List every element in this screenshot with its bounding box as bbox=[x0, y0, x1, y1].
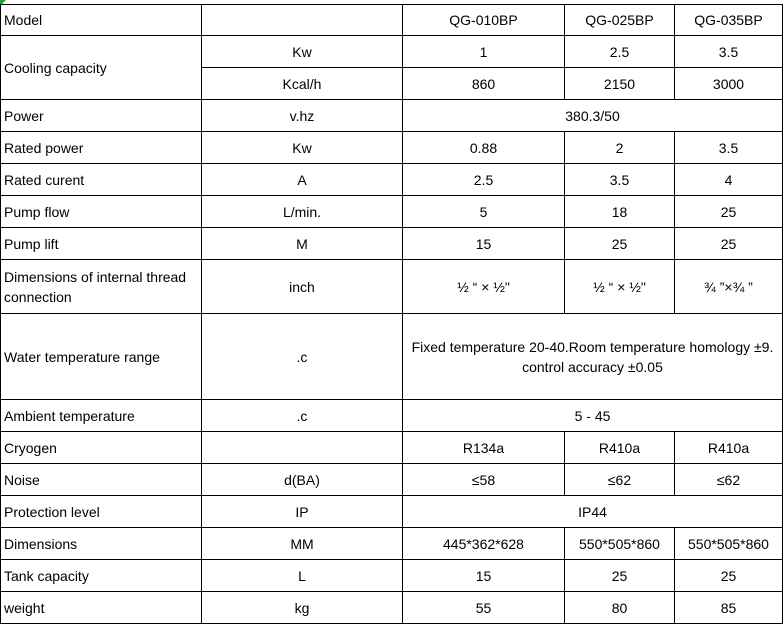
value-cell: 5 - 45 bbox=[403, 400, 783, 432]
model-name: QG-010BP bbox=[403, 5, 565, 36]
value-cell: 25 bbox=[565, 560, 675, 592]
table-row bbox=[1, 528, 783, 560]
table-row bbox=[1, 592, 783, 624]
row-label: Power bbox=[1, 100, 202, 132]
table-row bbox=[1, 560, 783, 592]
table-row bbox=[1, 36, 783, 68]
table-row bbox=[1, 496, 783, 528]
unit-cell: MM bbox=[202, 528, 403, 560]
value-cell: 25 bbox=[675, 228, 783, 260]
value-cell: 25 bbox=[675, 196, 783, 228]
value-cell: 18 bbox=[565, 196, 675, 228]
value-cell: ≤62 bbox=[565, 464, 675, 496]
value-cell: 550*505*860 bbox=[565, 528, 675, 560]
value-cell: 550*505*860 bbox=[675, 528, 783, 560]
row-label: Noise bbox=[1, 464, 202, 496]
unit-cell: v.hz bbox=[202, 100, 403, 132]
model-name: QG-025BP bbox=[565, 5, 675, 36]
value-cell: 2.5 bbox=[565, 36, 675, 68]
table-row bbox=[1, 260, 783, 314]
model-name: QG-035BP bbox=[675, 5, 783, 36]
value-cell: 3.5 bbox=[565, 164, 675, 196]
table-row bbox=[1, 228, 783, 260]
value-cell: 25 bbox=[675, 560, 783, 592]
model-label: Model bbox=[1, 5, 202, 36]
value-cell: ¾ ”×¾ ” bbox=[675, 260, 783, 314]
value-cell: 2 bbox=[565, 132, 675, 164]
value-cell: 15 bbox=[403, 560, 565, 592]
value-cell: R134a bbox=[403, 432, 565, 464]
unit-cell: d(BA) bbox=[202, 464, 403, 496]
row-label: Cryogen bbox=[1, 432, 202, 464]
row-label: Pump lift bbox=[1, 228, 202, 260]
unit-cell: kg bbox=[202, 592, 403, 624]
value-cell: R410a bbox=[675, 432, 783, 464]
value-cell: 4 bbox=[675, 164, 783, 196]
unit-cell: Kcal/h bbox=[202, 68, 403, 100]
header-unit-cell bbox=[202, 5, 403, 36]
row-label: Cooling capacity bbox=[1, 36, 202, 100]
unit-cell: Kw bbox=[202, 132, 403, 164]
value-cell: R410a bbox=[565, 432, 675, 464]
unit-cell: .c bbox=[202, 400, 403, 432]
value-cell: 5 bbox=[403, 196, 565, 228]
row-label: Ambient temperature bbox=[1, 400, 202, 432]
table-row bbox=[1, 5, 783, 36]
value-cell: 55 bbox=[403, 592, 565, 624]
value-cell: IP44 bbox=[403, 496, 783, 528]
table-row bbox=[1, 100, 783, 132]
value-cell: 3.5 bbox=[675, 132, 783, 164]
unit-cell: Kw bbox=[202, 36, 403, 68]
unit-cell: M bbox=[202, 228, 403, 260]
value-cell: ≤62 bbox=[675, 464, 783, 496]
row-label: Dimensions bbox=[1, 528, 202, 560]
value-cell: 3000 bbox=[675, 68, 783, 100]
table-row bbox=[1, 400, 783, 432]
value-cell: 3.5 bbox=[675, 36, 783, 68]
table-row bbox=[1, 164, 783, 196]
value-cell: 85 bbox=[675, 592, 783, 624]
row-label: Rated curent bbox=[1, 164, 202, 196]
unit-cell bbox=[202, 432, 403, 464]
value-cell: 80 bbox=[565, 592, 675, 624]
value-cell: ½ “ × ½" bbox=[403, 260, 565, 314]
value-cell: 860 bbox=[403, 68, 565, 100]
value-cell: 15 bbox=[403, 228, 565, 260]
table-row bbox=[1, 432, 783, 464]
value-cell: 445*362*628 bbox=[403, 528, 565, 560]
value-cell: ½ “ × ½" bbox=[565, 260, 675, 314]
row-label: Protection level bbox=[1, 496, 202, 528]
row-label: Water temperature range bbox=[1, 314, 202, 400]
value-cell: 380.3/50 bbox=[403, 100, 783, 132]
unit-cell: A bbox=[202, 164, 403, 196]
row-label: Dimensions of internal thread connection bbox=[1, 260, 202, 314]
value-cell: 2.5 bbox=[403, 164, 565, 196]
table-row bbox=[1, 464, 783, 496]
unit-cell: inch bbox=[202, 260, 403, 314]
value-cell: ≤58 bbox=[403, 464, 565, 496]
row-label: Tank capacity bbox=[1, 560, 202, 592]
table-row bbox=[1, 314, 783, 400]
spec-table bbox=[0, 4, 783, 624]
row-label: Pump flow bbox=[1, 196, 202, 228]
value-cell: 25 bbox=[565, 228, 675, 260]
row-label: weight bbox=[1, 592, 202, 624]
table-row bbox=[1, 132, 783, 164]
table-row bbox=[1, 196, 783, 228]
unit-cell: .c bbox=[202, 314, 403, 400]
value-cell: Fixed temperature 20-40.Room temperature homology ±9. control accuracy ±0.05 bbox=[403, 314, 783, 400]
unit-cell: L bbox=[202, 560, 403, 592]
row-label: Rated power bbox=[1, 132, 202, 164]
unit-cell: IP bbox=[202, 496, 403, 528]
unit-cell: L/min. bbox=[202, 196, 403, 228]
value-cell: 1 bbox=[403, 36, 565, 68]
value-cell: 0.88 bbox=[403, 132, 565, 164]
value-cell: 2150 bbox=[565, 68, 675, 100]
